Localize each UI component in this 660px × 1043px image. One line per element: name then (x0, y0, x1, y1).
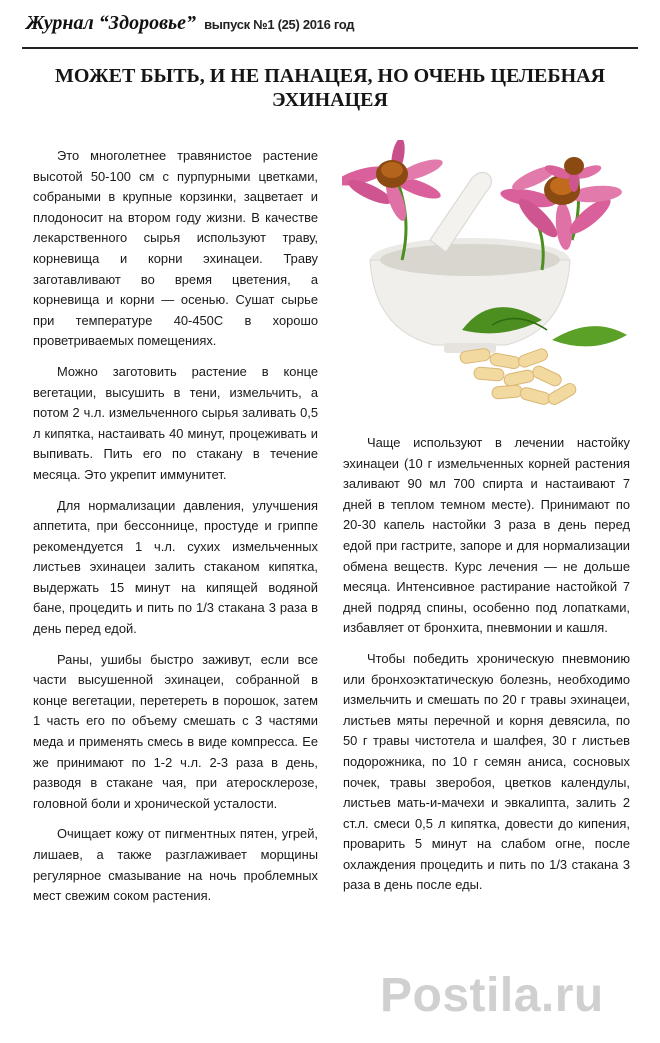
paragraph: Можно заготовить растение в конце вегетации, высушить в тени, измельчить, а потом 2 ч.л. измельченного сырья заливать 0,5 л кипятка, настаивать 40 минут, процеживать и выпивать. Пить его по стакану в течение месяца. Это укрепит иммунитет. (33, 363, 318, 482)
echinacea-illustration (342, 140, 632, 420)
journal-name: Журнал “Здоровье” (26, 12, 197, 34)
right-column (343, 433, 630, 906)
issue-info: выпуск №1 (25) 2016 год (204, 17, 355, 32)
watermark: Postila.ru (380, 969, 604, 1022)
paragraph: Это многолетнее травянистое растение высотой 50-100 см с пурпурными цветками, собраными в крупные корзинки, зацветает и плодоносит на втором году жизни. В качестве лекарственного сырья используют траву, корневища и корни эхинацеи. Траву заготавливают во время цветения, а корневища и корни — осенью. Сушат сырье при температуре 40-450С в хорошо проветриваемых помещениях. (33, 148, 318, 349)
paragraph: Чаще используют в лечении настойку эхинацеи (10 г измельченных корней растения заливают 90 мл 700 спирта и настаивают 7 дней в теплом темном месте). Принимают по 20-30 капель настойки 3 раза в день перед едой при гастрите, запоре и для нормализации обмена веществ. Курс лечения — не дольше месяца. Интенсивное растирание настойкой 7 дней подряд спины, особенно под лопатками, избавляет от бронхита, пневмонии и кашля. (343, 435, 630, 636)
echinacea-photo (342, 140, 632, 420)
title-line-1: МОЖЕТ БЫТЬ, И НЕ ПАНАЦЕЯ, НО ОЧЕНЬ ЦЕЛЕБНАЯ (54, 65, 606, 87)
header-rule (22, 47, 638, 49)
page-header (26, 12, 640, 46)
title-line-2: ЭХИНАЦЕЯ (272, 89, 388, 111)
paragraph: Для нормализации давления, улучшения аппетита, при бессоннице, простуде и гриппе рекомендуется 1 ч.л. сухих измельченных листьев эхинацеи залить стаканом кипятка, выдержать 15 минут на кипящей водяной бане, процедить и пить по 1/3 стакана 3 раза в день перед едой. (33, 497, 318, 637)
left-column (33, 146, 318, 917)
paragraph: Раны, ушибы быстро заживут, если все части высушенной эхинацеи, собранной в конце вегетации, перетереть в порошок, затем 1 часть его по объему смешать с 3 частями меда и применять смесь в виде компресса. Ее же принимают по 1-2 ч.л. 2-3 раза в день, разводя в стакане чая, при атеросклерозе, головной боли и хронической усталости. (33, 651, 318, 811)
article-title (30, 64, 630, 112)
paragraph: Очищает кожу от пигментных пятен, угрей, лишаев, а также разглаживает морщины регулярное смазывание на ночь проблемных мест свежим соком растения. (33, 826, 318, 904)
paragraph: Чтобы победить хроническую пневмонию или бронхоэктатическую болезнь, необходимо измельчить и смешать по 20 г травы эхинацеи, листьев мяты перечной и корня девясила, по 50 г травы чистотела и шалфея, 30 г листьев подорожника, по 10 г семян аниса, сосновых почек, травы зверобоя, цветков календулы, листьев мать-и-мачехи и эвкалипта, залить 2 ст.л. смеси 0,5 л кипятка, довести до кипения, проварить 5 минут на слабом огне, после охлаждения процедить и пить по 1/3 стакана 3 раза в день после еды. (343, 650, 630, 893)
